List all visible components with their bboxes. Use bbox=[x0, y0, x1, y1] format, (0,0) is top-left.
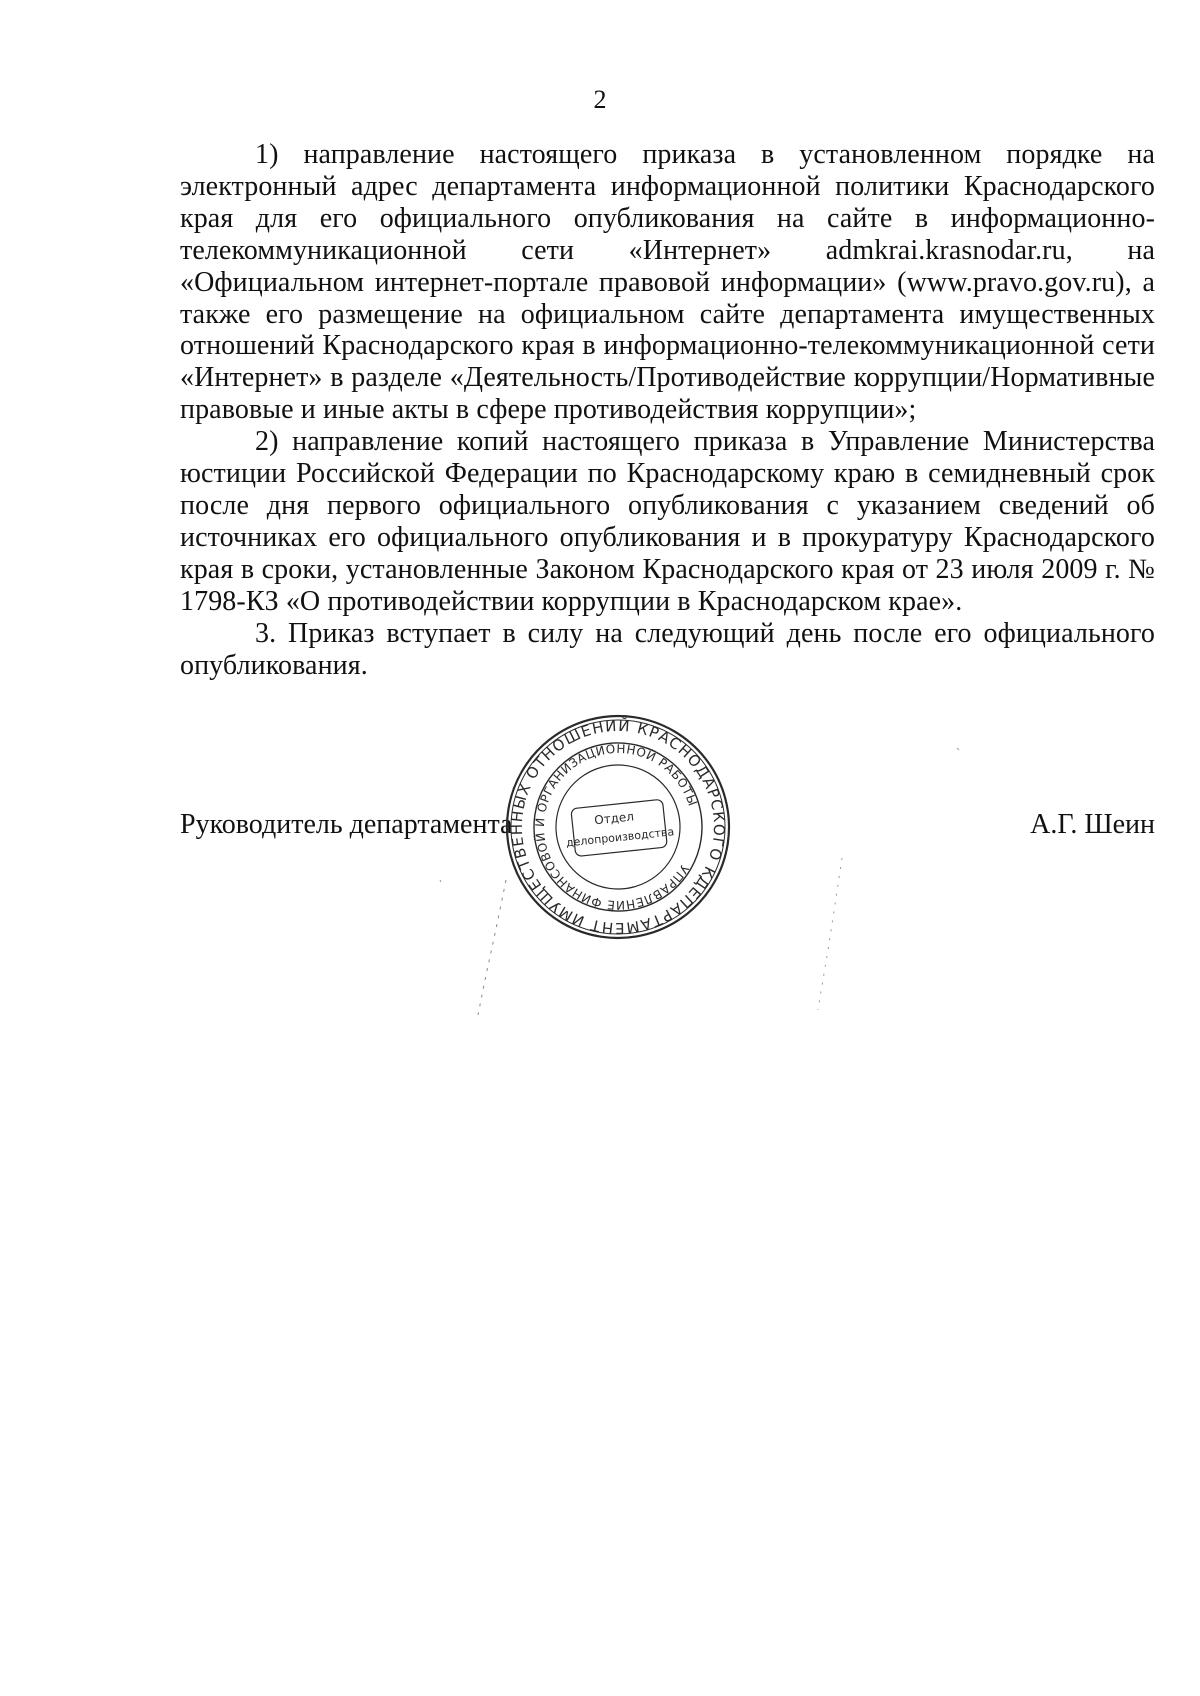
seal-center-line2: делопроизводства bbox=[565, 825, 675, 850]
official-seal-stamp bbox=[503, 712, 733, 942]
paragraph-1: 1) направление настоящего приказа в установленном порядке на электронный адрес департамента информационной политики Краснодарского края для его официального опубликования на сайте в информационно-телекоммуникационной сети «Интернет» admkrai.krasnodar.ru, на «Официальном интернет-портале правовой информации» (www.pravo.gov.ru), а также его размещение на официальном сайте департамента имущественных отношений Краснодарского края в информационно-телекоммуникационной сети «Интернет» в разделе «Деятельность/Противодействие коррупции/Нормативные правовые и иные акты в сфере противодействия коррупции»; bbox=[180, 139, 1155, 426]
seal-outer-text: ДЕПАРТАМЕНТ ИМУЩЕСТВЕННЫХ ОТНОШЕНИЙ КРАСНОДАРСКОГО КРАЯ bbox=[507, 716, 729, 938]
document-body bbox=[180, 139, 1155, 681]
seal-inner-text: УПРАВЛЕНИЕ ФИНАНСОВОЙ И ОРГАНИЗАЦИОННОЙ РАБОТЫ bbox=[532, 741, 700, 913]
signatory-position: Руководитель департамента bbox=[180, 809, 513, 840]
page-number: 2 bbox=[593, 85, 607, 114]
signatory-name: А.Г. Шеин bbox=[1030, 809, 1155, 840]
seal-center-line1: Отдел bbox=[593, 809, 635, 828]
seal-graphic bbox=[503, 712, 733, 942]
svg-text:УПРАВЛЕНИЕ ФИНАНСОВОЙ И ОРГАНИ bbox=[503, 712, 733, 942]
paragraph-3: 3. Приказ вступает в силу на следующий день после его официального опубликования. bbox=[180, 617, 1155, 681]
paragraph-2: 2) направление копий настоящего приказа в Управление Министерства юстиции Российской Федерации по Краснодарскому краю в семидневный срок после дня первого официального опубликования с указанием сведений об источниках его официального опубликования и в прокуратуру Краснодарского края в сроки, установленные Законом Краснодарского края от 23 июля 2009 г. № 1798-КЗ «О противодействии коррупции в Краснодарском крае». bbox=[180, 426, 1155, 617]
